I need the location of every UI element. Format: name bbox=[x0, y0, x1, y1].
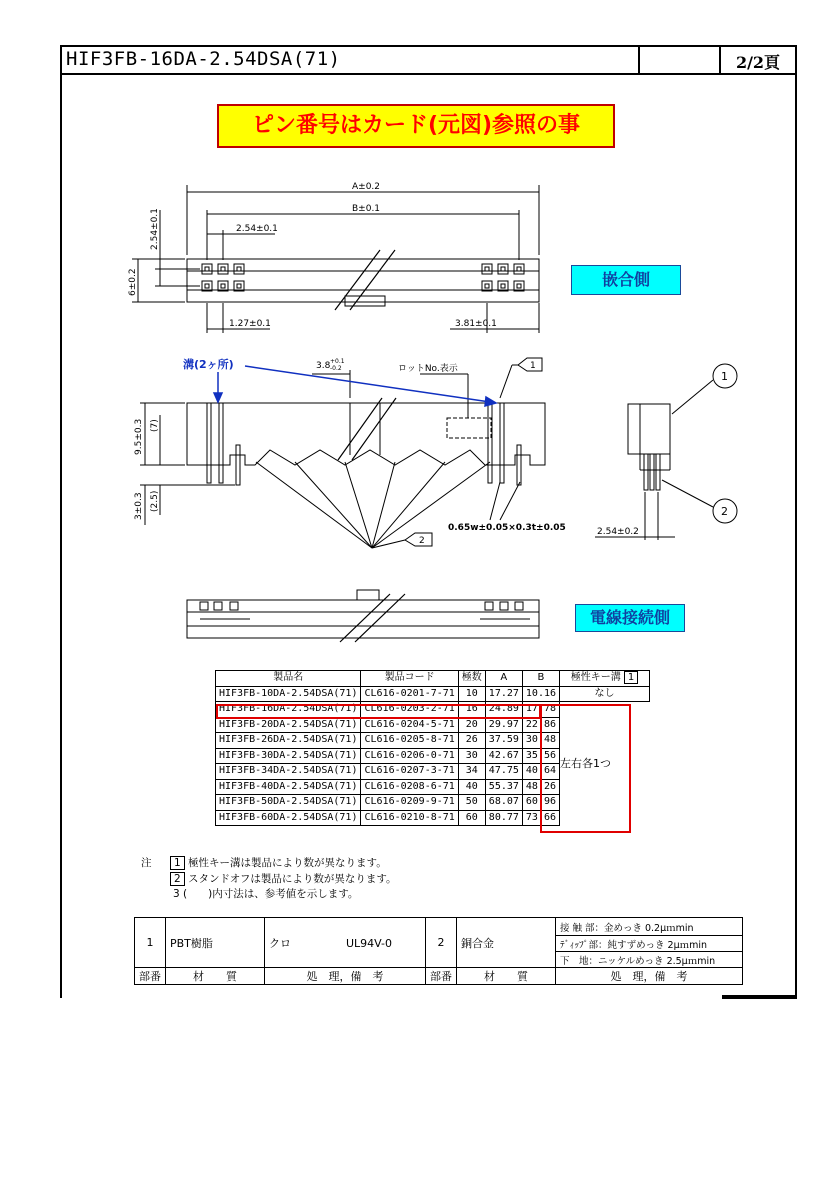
note-1 bbox=[170, 855, 387, 870]
cell-code: CL616-0208-6-71 bbox=[361, 779, 458, 795]
finish-dip: ﾃﾞｨｯﾌﾟ部：純すずめっき 2μｍmin bbox=[556, 936, 743, 952]
table-header-row bbox=[216, 671, 650, 687]
table-row bbox=[216, 686, 650, 702]
col-header-b: B bbox=[522, 671, 559, 687]
cell-a: 47.75 bbox=[485, 764, 522, 780]
finish-base: 下 地：ニッケルめっき 2.5μｍmin bbox=[556, 952, 743, 968]
col-header-name: 製品名 bbox=[216, 671, 361, 687]
dim-38: 3.8 bbox=[316, 361, 331, 371]
note-3-mark: 3 bbox=[173, 888, 180, 900]
balloon-1: 1 bbox=[721, 370, 728, 383]
dim-h7: (7) bbox=[150, 419, 160, 432]
dim-pitch: 2.54±0.1 bbox=[236, 224, 278, 234]
mat-material-1: PBT樹脂 bbox=[166, 918, 265, 968]
cell-key: なし bbox=[560, 686, 650, 702]
col-header-code: 製品コード bbox=[361, 671, 458, 687]
callout-1-tri: 1 bbox=[530, 361, 536, 371]
cell-poles: 10 bbox=[458, 686, 485, 702]
cell-poles: 34 bbox=[458, 764, 485, 780]
cell-code: CL616-0205-8-71 bbox=[361, 733, 458, 749]
dim-127: 1.27±0.1 bbox=[229, 319, 271, 329]
key-note: 左右各1つ bbox=[560, 757, 611, 770]
col-header-poles: 極数 bbox=[458, 671, 485, 687]
mat-row bbox=[135, 918, 743, 936]
note-1-mark: 1 bbox=[170, 856, 185, 870]
note-3 bbox=[173, 886, 358, 901]
cell-name: HIF3FB-60DA-2.54DSA(71) bbox=[216, 810, 361, 826]
mat-no-1: 1 bbox=[135, 918, 166, 968]
cell-name: HIF3FB-26DA-2.54DSA(71) bbox=[216, 733, 361, 749]
mat-footer-row bbox=[135, 968, 743, 985]
cell-code: CL616-0204-5-71 bbox=[361, 717, 458, 733]
mat-finish-1: クロ UL94V-0 bbox=[265, 918, 426, 968]
dim-side-pitch: 2.54±0.2 bbox=[597, 527, 639, 537]
cell-code: CL616-0201-7-71 bbox=[361, 686, 458, 702]
cell-name: HIF3FB-50DA-2.54DSA(71) bbox=[216, 795, 361, 811]
footer-no-2: 部番 bbox=[426, 968, 457, 985]
highlight-row bbox=[216, 704, 541, 719]
cell-b: 73.66 bbox=[522, 810, 559, 826]
dim-381: 3.81±0.1 bbox=[455, 319, 497, 329]
cell-code: CL616-0203-2-71 bbox=[361, 702, 458, 718]
dim-pitch-v: 2.54±0.1 bbox=[150, 208, 160, 250]
materials-table bbox=[134, 917, 743, 985]
side-view-body bbox=[628, 404, 670, 454]
dim-b: B±0.1 bbox=[352, 204, 381, 214]
lot-label: ロットNo.表示 bbox=[398, 364, 458, 374]
footer-material-2: 材 質 bbox=[457, 968, 556, 985]
cell-poles: 40 bbox=[458, 779, 485, 795]
cell-a: 17.27 bbox=[485, 686, 522, 702]
cell-b: 35.56 bbox=[522, 748, 559, 764]
cell-name: HIF3FB-40DA-2.54DSA(71) bbox=[216, 779, 361, 795]
finish-contact: 接 触 部：金めっき 0.2μｍmin bbox=[556, 918, 743, 936]
frame-baseline bbox=[722, 995, 797, 999]
footer-finish-2: 処 理，備 考 bbox=[556, 968, 743, 985]
cell-a: 55.37 bbox=[485, 779, 522, 795]
dim-a: A±0.2 bbox=[352, 182, 381, 192]
note-2 bbox=[170, 871, 397, 886]
notes-prefix: 注 bbox=[141, 857, 152, 869]
key-header-text: 極性キー溝 bbox=[570, 672, 621, 684]
note-2-mark: 2 bbox=[170, 872, 185, 886]
cell-b: 40.64 bbox=[522, 764, 559, 780]
wire-side-label: 電線接続側 bbox=[575, 604, 685, 632]
pin-note-banner: ピン番号はカード(元図)参照の事 bbox=[217, 104, 615, 148]
cell-b: 60.96 bbox=[522, 795, 559, 811]
cell-a: 29.97 bbox=[485, 717, 522, 733]
cell-poles: 30 bbox=[458, 748, 485, 764]
cell-poles: 60 bbox=[458, 810, 485, 826]
cell-poles: 16 bbox=[458, 702, 485, 718]
cell-a: 37.59 bbox=[485, 733, 522, 749]
note-1-text: 極性キー溝は製品により数が異なります。 bbox=[188, 857, 387, 869]
cell-name: HIF3FB-34DA-2.54DSA(71) bbox=[216, 764, 361, 780]
top-contacts-right bbox=[482, 264, 524, 291]
cell-a: 80.77 bbox=[485, 810, 522, 826]
cell-poles: 26 bbox=[458, 733, 485, 749]
dim-height6: 6±0.2 bbox=[128, 268, 138, 296]
dim-h95: 9.5±0.3 bbox=[134, 418, 144, 455]
page-number: 2/2頁 bbox=[735, 53, 781, 72]
cell-b: 17.78 bbox=[522, 702, 559, 718]
note-3-text: ( )内寸法は、参考値を示します。 bbox=[183, 888, 359, 900]
pin-spec: 0.65w±0.05×0.3t±0.05 bbox=[448, 523, 566, 533]
cell-code: CL616-0207-3-71 bbox=[361, 764, 458, 780]
cell-code: CL616-0209-9-71 bbox=[361, 795, 458, 811]
dim-38-tol-up: +0.1 bbox=[330, 358, 345, 365]
cell-a: 24.89 bbox=[485, 702, 522, 718]
groove-label: 溝(2ヶ所) bbox=[183, 358, 234, 371]
cell-b: 22.86 bbox=[522, 717, 559, 733]
balloon-2: 2 bbox=[721, 505, 728, 518]
cell-poles: 50 bbox=[458, 795, 485, 811]
cell-name: HIF3FB-16DA-2.54DSA(71) bbox=[216, 702, 361, 718]
cell-b: 30.48 bbox=[522, 733, 559, 749]
drawing-title: HIF3FB-16DA-2.54DSA(71) bbox=[66, 48, 341, 70]
footer-no: 部番 bbox=[135, 968, 166, 985]
footer-finish: 処 理，備 考 bbox=[265, 968, 426, 985]
cell-b: 48.26 bbox=[522, 779, 559, 795]
mating-side-label: 嵌合側 bbox=[571, 265, 681, 295]
dim-h25: (2.5) bbox=[150, 490, 160, 512]
cell-poles: 20 bbox=[458, 717, 485, 733]
cell-name: HIF3FB-10DA-2.54DSA(71) bbox=[216, 686, 361, 702]
cell-name: HIF3FB-30DA-2.54DSA(71) bbox=[216, 748, 361, 764]
mat-no-2: 2 bbox=[426, 918, 457, 968]
col-header-key bbox=[560, 671, 650, 687]
dim-h3: 3±0.3 bbox=[134, 492, 144, 520]
cell-code: CL616-0210-8-71 bbox=[361, 810, 458, 826]
footer-material: 材 質 bbox=[166, 968, 265, 985]
cell-code: CL616-0206-0-71 bbox=[361, 748, 458, 764]
dim-38-tol-dn: -0.2 bbox=[330, 365, 342, 372]
top-contacts-left bbox=[202, 264, 244, 291]
col-header-a: A bbox=[485, 671, 522, 687]
cell-a: 68.07 bbox=[485, 795, 522, 811]
cell-a: 42.67 bbox=[485, 748, 522, 764]
mat-material-2: 銅合金 bbox=[457, 918, 556, 968]
callout-2-tri: 2 bbox=[419, 536, 425, 546]
note-2-text: スタンドオフは製品により数が異なります。 bbox=[188, 873, 397, 885]
key-header-note: 1 bbox=[624, 671, 638, 684]
cell-b: 10.16 bbox=[522, 686, 559, 702]
cell-name: HIF3FB-20DA-2.54DSA(71) bbox=[216, 717, 361, 733]
